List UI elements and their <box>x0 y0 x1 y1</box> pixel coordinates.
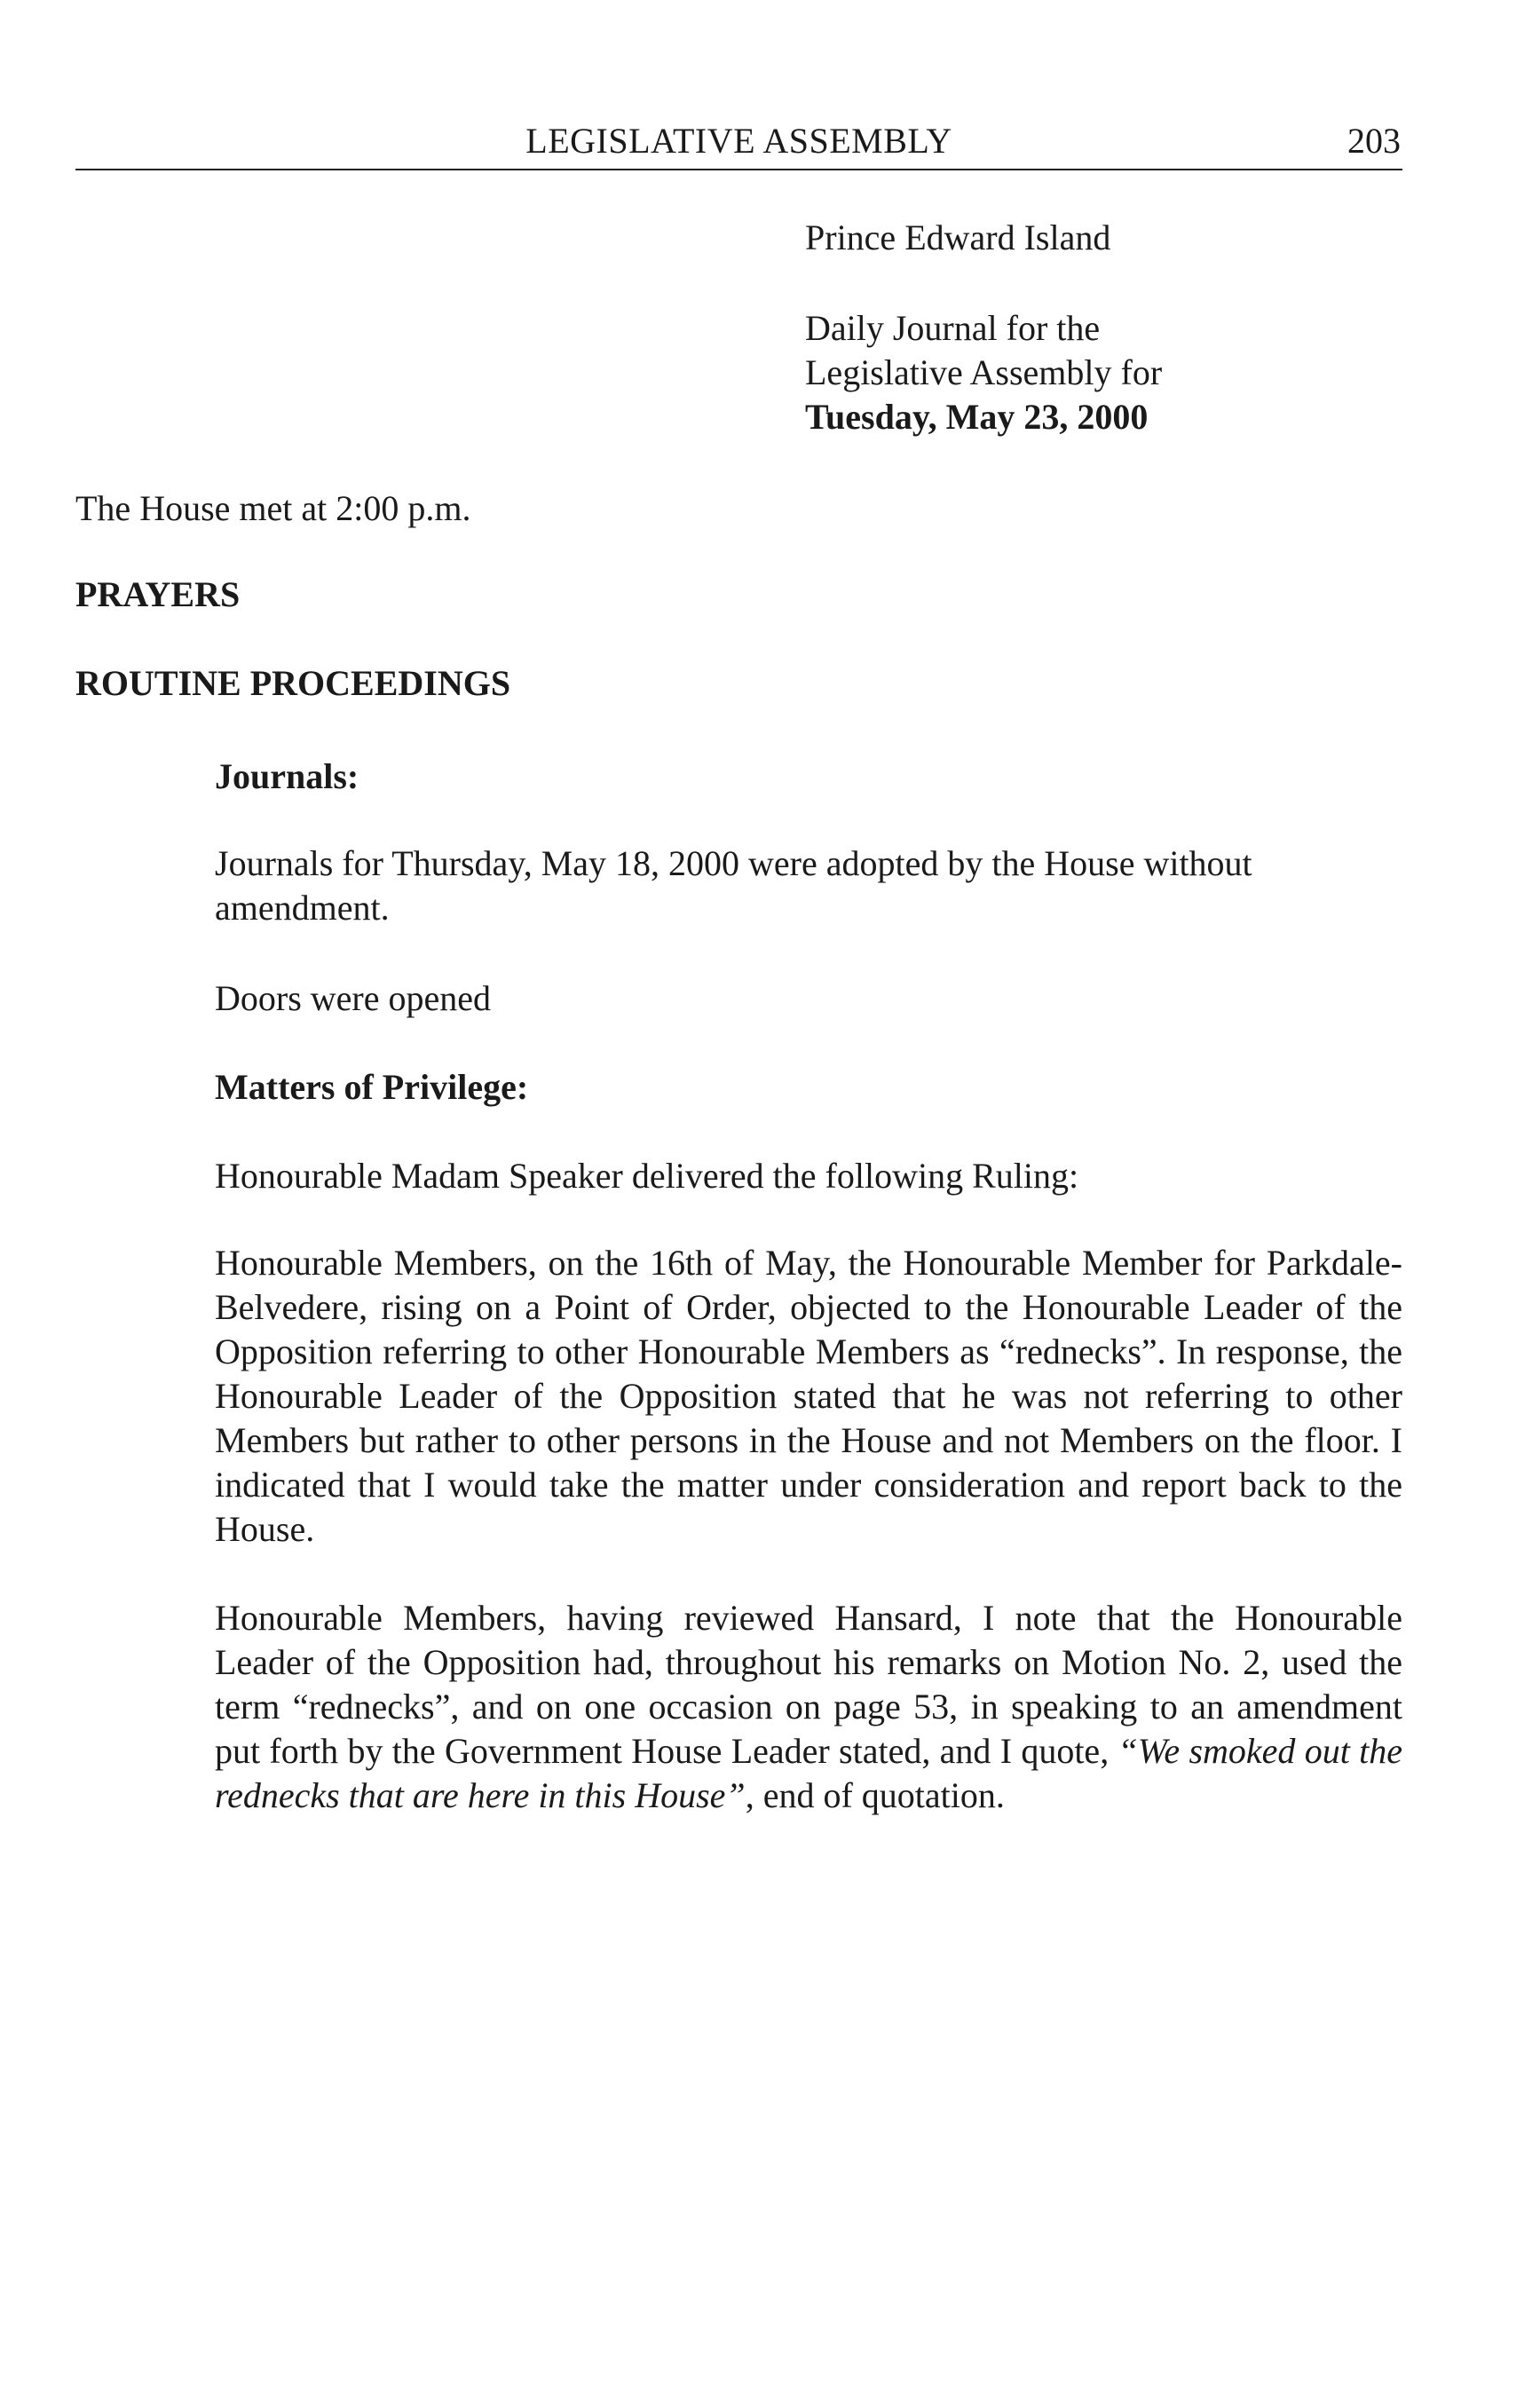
journal-masthead <box>805 306 1162 439</box>
journals-heading: Journals: <box>215 756 359 796</box>
routine-proceedings-heading: ROUTINE PROCEEDINGS <box>75 663 511 703</box>
doors-opened-line: Doors were opened <box>215 978 491 1018</box>
page-number: 203 <box>1347 121 1401 161</box>
journal-line-2: Legislative Assembly for <box>805 352 1163 392</box>
ruling-quotation: “We smoked out the rednecks that are here in this House” <box>215 1731 1403 1815</box>
ruling-paragraph-2 <box>215 1596 1402 1818</box>
privilege-heading: Matters of Privilege: <box>215 1067 529 1107</box>
prayers-heading: PRAYERS <box>75 574 241 614</box>
page-header <box>75 120 1402 170</box>
ruling-paragraph-2-lead: Honourable Members, having reviewed Hansard, I note that the Honourable Leader of the Opposition had, throughout his remarks on Motion No. 2, used the term “rednecks”, and on one occasion on page 53, in speaking to an amendment put forth by the Government House Leader stated, and I quote, <box>215 1598 1402 1771</box>
journal-line-1: Daily Journal for the <box>805 308 1101 348</box>
journals-paragraph: Journals for Thursday, May 18, 2000 were adopted by the House without amendment. <box>215 843 1252 928</box>
ruling-paragraph-1: Honourable Members, on the 16th of May, the Honourable Member for Parkdale-Belvedere, rising on a Point of Order, objected to the Honourable Leader of the Opposition referring to other Honourable Members as “rednecks”. In response, the Honourable Leader of the Opposition stated that he was not referring to other Members but rather to other persons in the House and not Members on the floor. I indicated that I would take the matter under consideration and report back to the House. <box>215 1243 1402 1549</box>
province-name: Prince Edward Island <box>805 217 1111 257</box>
house-met-line: The House met at 2:00 p.m. <box>75 488 471 528</box>
journal-date: Tuesday, May 23, 2000 <box>805 397 1149 437</box>
ruling-paragraph-2-tail: , end of quotation. <box>745 1775 1005 1815</box>
header-title: LEGISLATIVE ASSEMBLY <box>525 121 952 161</box>
speaker-ruling-intro: Honourable Madam Speaker delivered the following Ruling: <box>215 1156 1079 1196</box>
